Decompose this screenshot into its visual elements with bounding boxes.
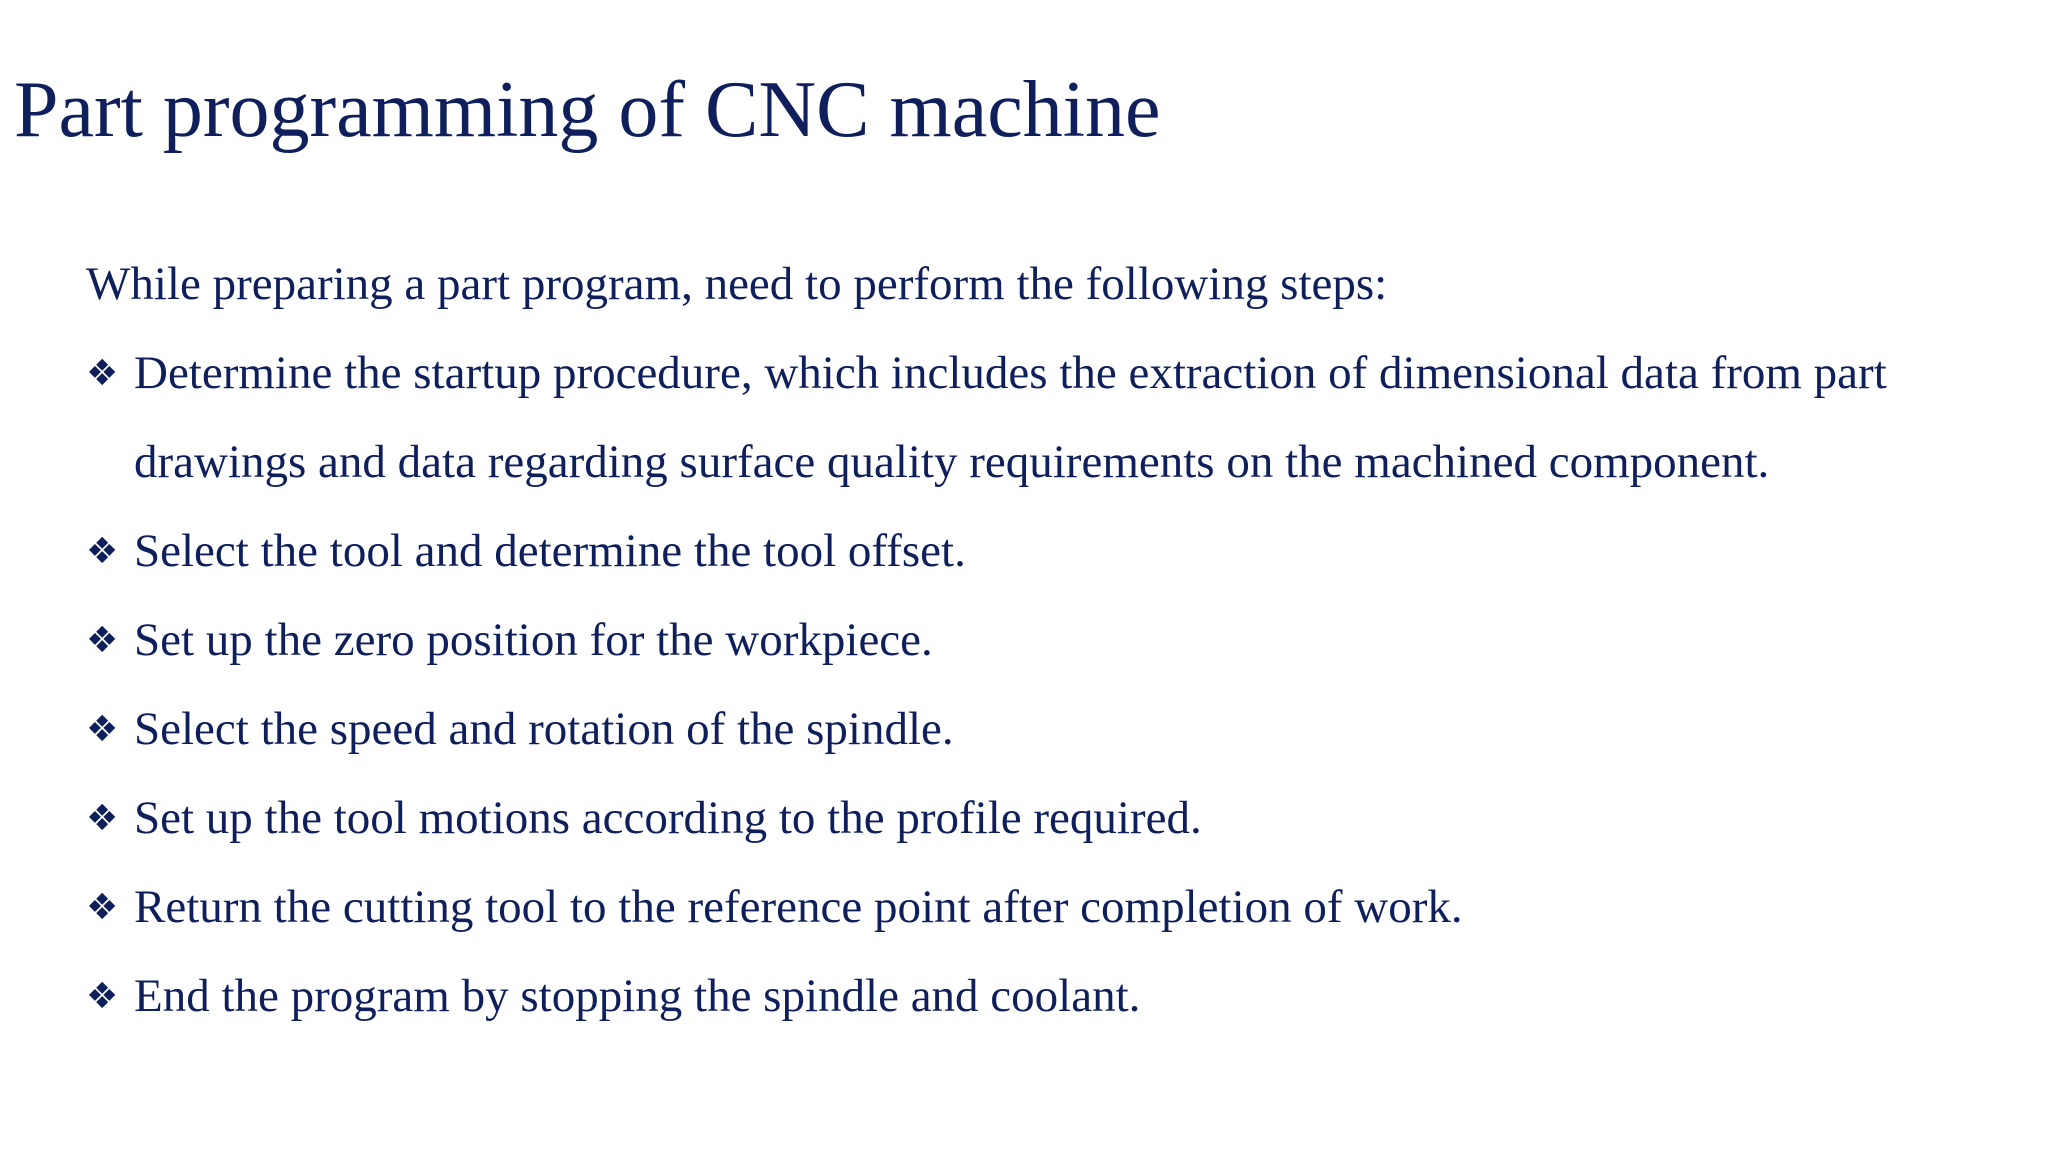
intro-text: While preparing a part program, need to perform the following steps: <box>86 258 1388 310</box>
four-diamond-bullet-icon: ❖ <box>86 798 119 839</box>
four-diamond-bullet-icon: ❖ <box>86 709 119 750</box>
list-item <box>86 685 1986 774</box>
list-item-text: Determine the startup procedure, which includes the extraction of dimensional data from part drawings and data regarding surface quality requirements on the machined component. <box>134 347 1887 488</box>
list-item-text: Set up the zero position for the workpiece. <box>134 614 933 666</box>
list-item <box>86 863 1986 952</box>
list-item-text: Set up the tool motions according to the profile required. <box>134 792 1202 844</box>
four-diamond-bullet-icon: ❖ <box>86 531 119 572</box>
steps-list <box>86 329 1986 1041</box>
four-diamond-bullet-icon: ❖ <box>86 353 119 394</box>
slide-content <box>86 240 1986 1041</box>
four-diamond-bullet-icon: ❖ <box>86 620 119 661</box>
list-item <box>86 952 1986 1041</box>
list-item-text: Return the cutting tool to the reference point after completion of work. <box>134 881 1463 933</box>
four-diamond-bullet-icon: ❖ <box>86 887 119 928</box>
list-item-text: Select the speed and rotation of the spindle. <box>134 703 954 755</box>
list-item <box>86 507 1986 596</box>
list-item-text: End the program by stopping the spindle and coolant. <box>134 970 1141 1022</box>
list-item <box>86 596 1986 685</box>
list-item-text: Select the tool and determine the tool offset. <box>134 525 966 577</box>
four-diamond-bullet-icon: ❖ <box>86 976 119 1017</box>
slide-title: Part programming of CNC machine <box>14 66 1161 154</box>
list-item <box>86 329 1986 507</box>
list-item <box>86 774 1986 863</box>
